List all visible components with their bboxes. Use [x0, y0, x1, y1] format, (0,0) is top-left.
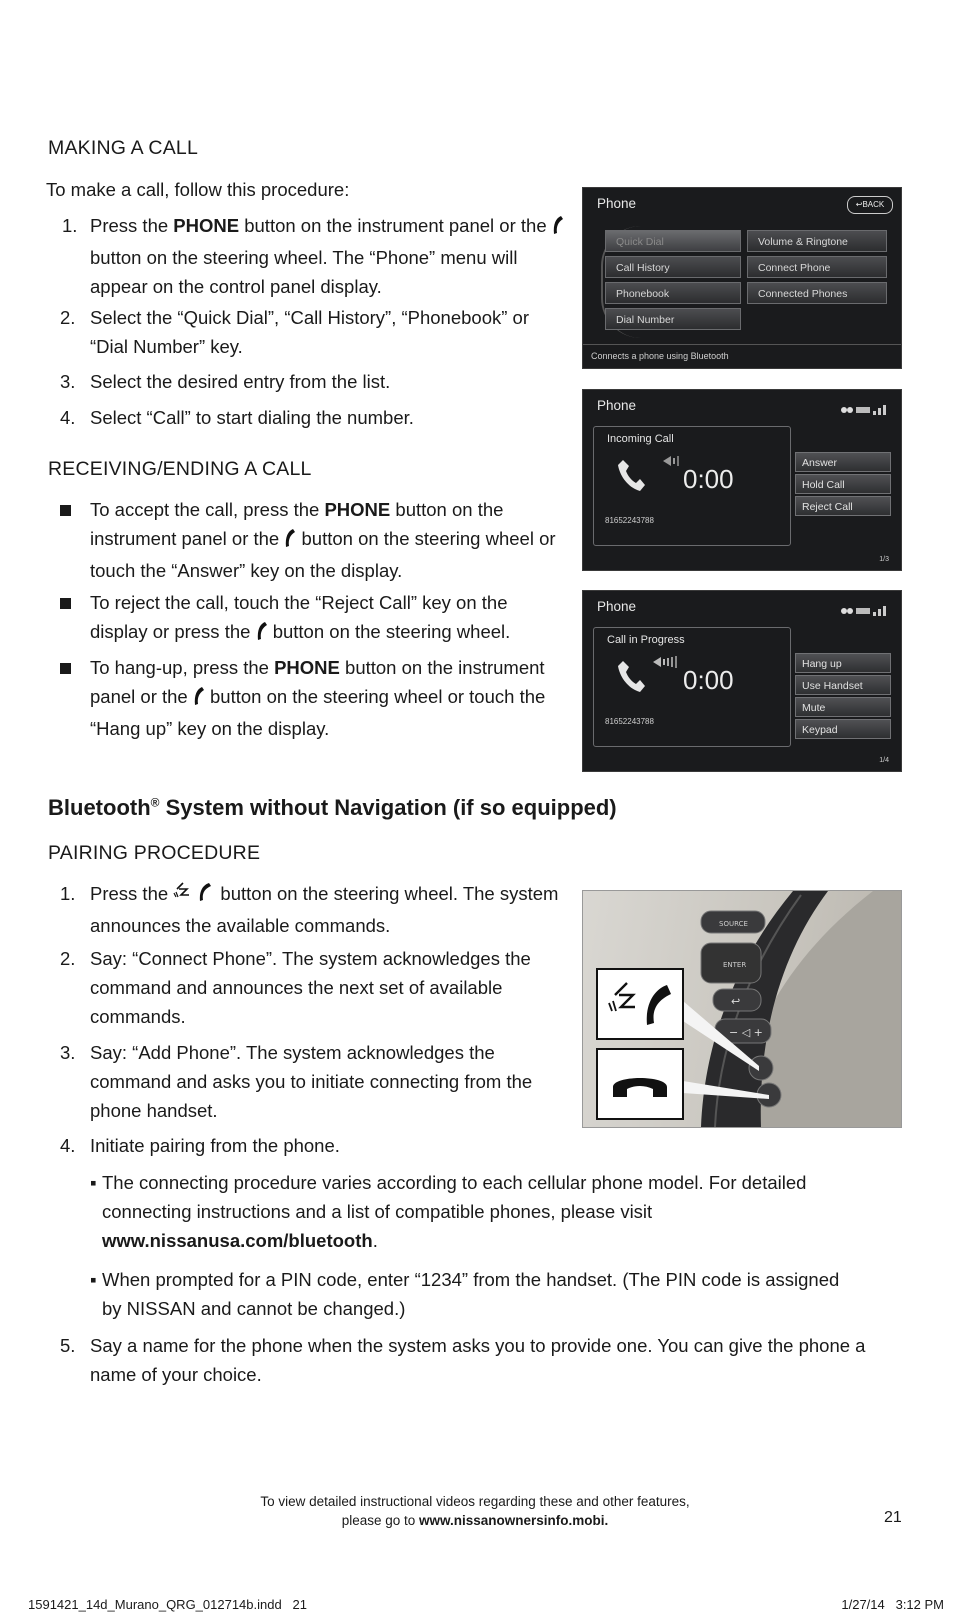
menu-quick-dial[interactable]: Quick Dial	[605, 230, 741, 252]
receiving-call-heading: RECEIVING/ENDING A CALL	[48, 458, 312, 480]
bullet-square	[60, 505, 71, 516]
menu-phonebook[interactable]: Phonebook	[605, 282, 741, 304]
pairing-heading: PAIRING PROCEDURE	[48, 842, 261, 864]
ringing-icon	[663, 454, 681, 472]
bullet-square	[60, 598, 71, 609]
menu-connected-phones[interactable]: Connected Phones	[747, 282, 887, 304]
sub-bullet-mark: ▪	[90, 1172, 97, 1193]
step-1: 1. Press the PHONE button on the instrument panel or the button on the steering wheel. The “Phone” menu will appear on the control panel display.	[48, 211, 568, 301]
sub-bullet-mark: ▪	[90, 1269, 97, 1290]
mute-button[interactable]: Mute	[795, 697, 891, 717]
screen-title: Phone	[597, 599, 637, 614]
page-number: 21	[884, 1509, 902, 1526]
footer-link[interactable]: www.nissanownersinfo.mobi.	[419, 1513, 609, 1528]
call-timer: 0:00	[683, 665, 734, 695]
caller-number: 81652243788	[605, 717, 654, 726]
step-3: 3. Select the desired entry from the list.	[60, 371, 391, 392]
pair-step-3: 3. Say: “Add Phone”. The system acknowledges the command and asks you to initiate connecting from the phone handset.	[60, 1042, 533, 1121]
call-status-label: Incoming Call	[607, 433, 674, 445]
bluetooth-heading: Bluetooth® System without Navigation (if so equipped)	[48, 795, 617, 820]
call-status-label: Call in Progress	[607, 634, 685, 646]
keypad-button[interactable]: Keypad	[795, 719, 891, 739]
pair-step-4: 4. Initiate pairing from the phone.	[60, 1135, 340, 1156]
call-timer: 0:00	[683, 464, 734, 494]
screen-title: Phone	[597, 196, 637, 211]
phone-icon	[617, 659, 645, 698]
status-icons	[839, 402, 889, 412]
use-handset-button[interactable]: Use Handset	[795, 675, 891, 695]
menu-call-history[interactable]: Call History	[605, 256, 741, 278]
sub-bullet-pin: ▪ When prompted for a PIN code, enter “1234” from the handset. (The PIN code is assigned by NISSAN and cannot be changed.)	[90, 1265, 850, 1323]
svg-text:ENTER: ENTER	[723, 961, 747, 969]
svg-text:↩: ↩	[731, 995, 741, 1008]
call-in-progress-screen	[582, 590, 902, 772]
step-2: 2. Select the “Quick Dial”, “Call History”, “Phonebook” or “Dial Number” key.	[60, 307, 530, 357]
screen-title: Phone	[597, 398, 637, 413]
back-arrow-icon: ↩	[855, 200, 863, 209]
incoming-call-screen	[582, 389, 902, 571]
phone-icon	[617, 458, 645, 497]
bullet-accept: To accept the call, press the PHONE button on the instrument panel or the button on the steering wheel or touch the “Answer” key on the display.	[48, 495, 558, 585]
page-indicator: 1/3	[879, 556, 889, 563]
bullet-reject: To reject the call, touch the “Reject Call” key on the display or press the button on the steering wheel.	[48, 588, 558, 649]
phone-handset-icon	[256, 620, 268, 649]
hold-call-button[interactable]: Hold Call	[795, 474, 891, 494]
bullet-hangup: To hang-up, press the PHONE button on the instrument panel or the button on the steering wheel or touch the “Hang up” key on the display.	[48, 653, 558, 743]
pair-step-1: 1. Press the button on the steering wheel. The system announces the available commands.	[60, 883, 559, 936]
footer-note: To view detailed instructional videos regarding these and other features, please go to www.nissanownersinfo.mobi.	[260, 1494, 690, 1528]
menu-volume-ringtone[interactable]: Volume & Ringtone	[747, 230, 887, 252]
slug-right: 1/27/14 3:12 PM	[841, 1597, 944, 1612]
phone-handset-icon	[193, 685, 205, 714]
pair-step-2: 2. Say: “Connect Phone”. The system acknowledges the command and announces the next set of available commands.	[60, 948, 531, 1027]
speaker-icon	[653, 655, 679, 673]
caller-number: 81652243788	[605, 516, 654, 525]
status-icons	[839, 603, 889, 613]
page-indicator: 1/4	[879, 757, 889, 764]
voice-phone-icon	[173, 881, 215, 911]
wheel-enter-label	[583, 891, 584, 892]
reject-call-button[interactable]: Reject Call	[795, 496, 891, 516]
back-button[interactable]: ↩BACK	[847, 196, 893, 214]
phone-handset-icon	[552, 214, 564, 243]
step-4: 4. Select “Call” to start dialing the number.	[60, 407, 414, 428]
phone-menu-screen	[582, 187, 902, 369]
hang-up-button[interactable]: Hang up	[795, 653, 891, 673]
sub-bullet-connecting: ▪ The connecting procedure varies according to each cellular phone model. For detailed connecting instructions and a list of compatible phones, please visit www.nissanusa.com/bluetooth.	[90, 1168, 850, 1255]
slug-left: 1591421_14d_Murano_QRG_012714b.indd 21	[28, 1597, 308, 1612]
bullet-square	[60, 663, 71, 674]
menu-dial-number[interactable]: Dial Number	[605, 308, 741, 330]
answer-button[interactable]: Answer	[795, 452, 891, 472]
phone-handset-icon	[284, 527, 296, 556]
svg-text:− ◁ +: − ◁ +	[729, 1026, 763, 1039]
svg-text:SOURCE: SOURCE	[719, 920, 748, 928]
making-call-intro: To make a call, follow this procedure:	[46, 179, 350, 200]
steering-wheel-photo	[582, 890, 902, 1128]
pair-step-5: 5. Say a name for the phone when the system asks you to provide one. You can give the phone a name of your choice.	[60, 1335, 866, 1385]
making-call-heading: MAKING A CALL	[48, 137, 198, 159]
status-line: Connects a phone using Bluetooth	[591, 351, 729, 361]
menu-connect-phone[interactable]: Connect Phone	[747, 256, 887, 278]
